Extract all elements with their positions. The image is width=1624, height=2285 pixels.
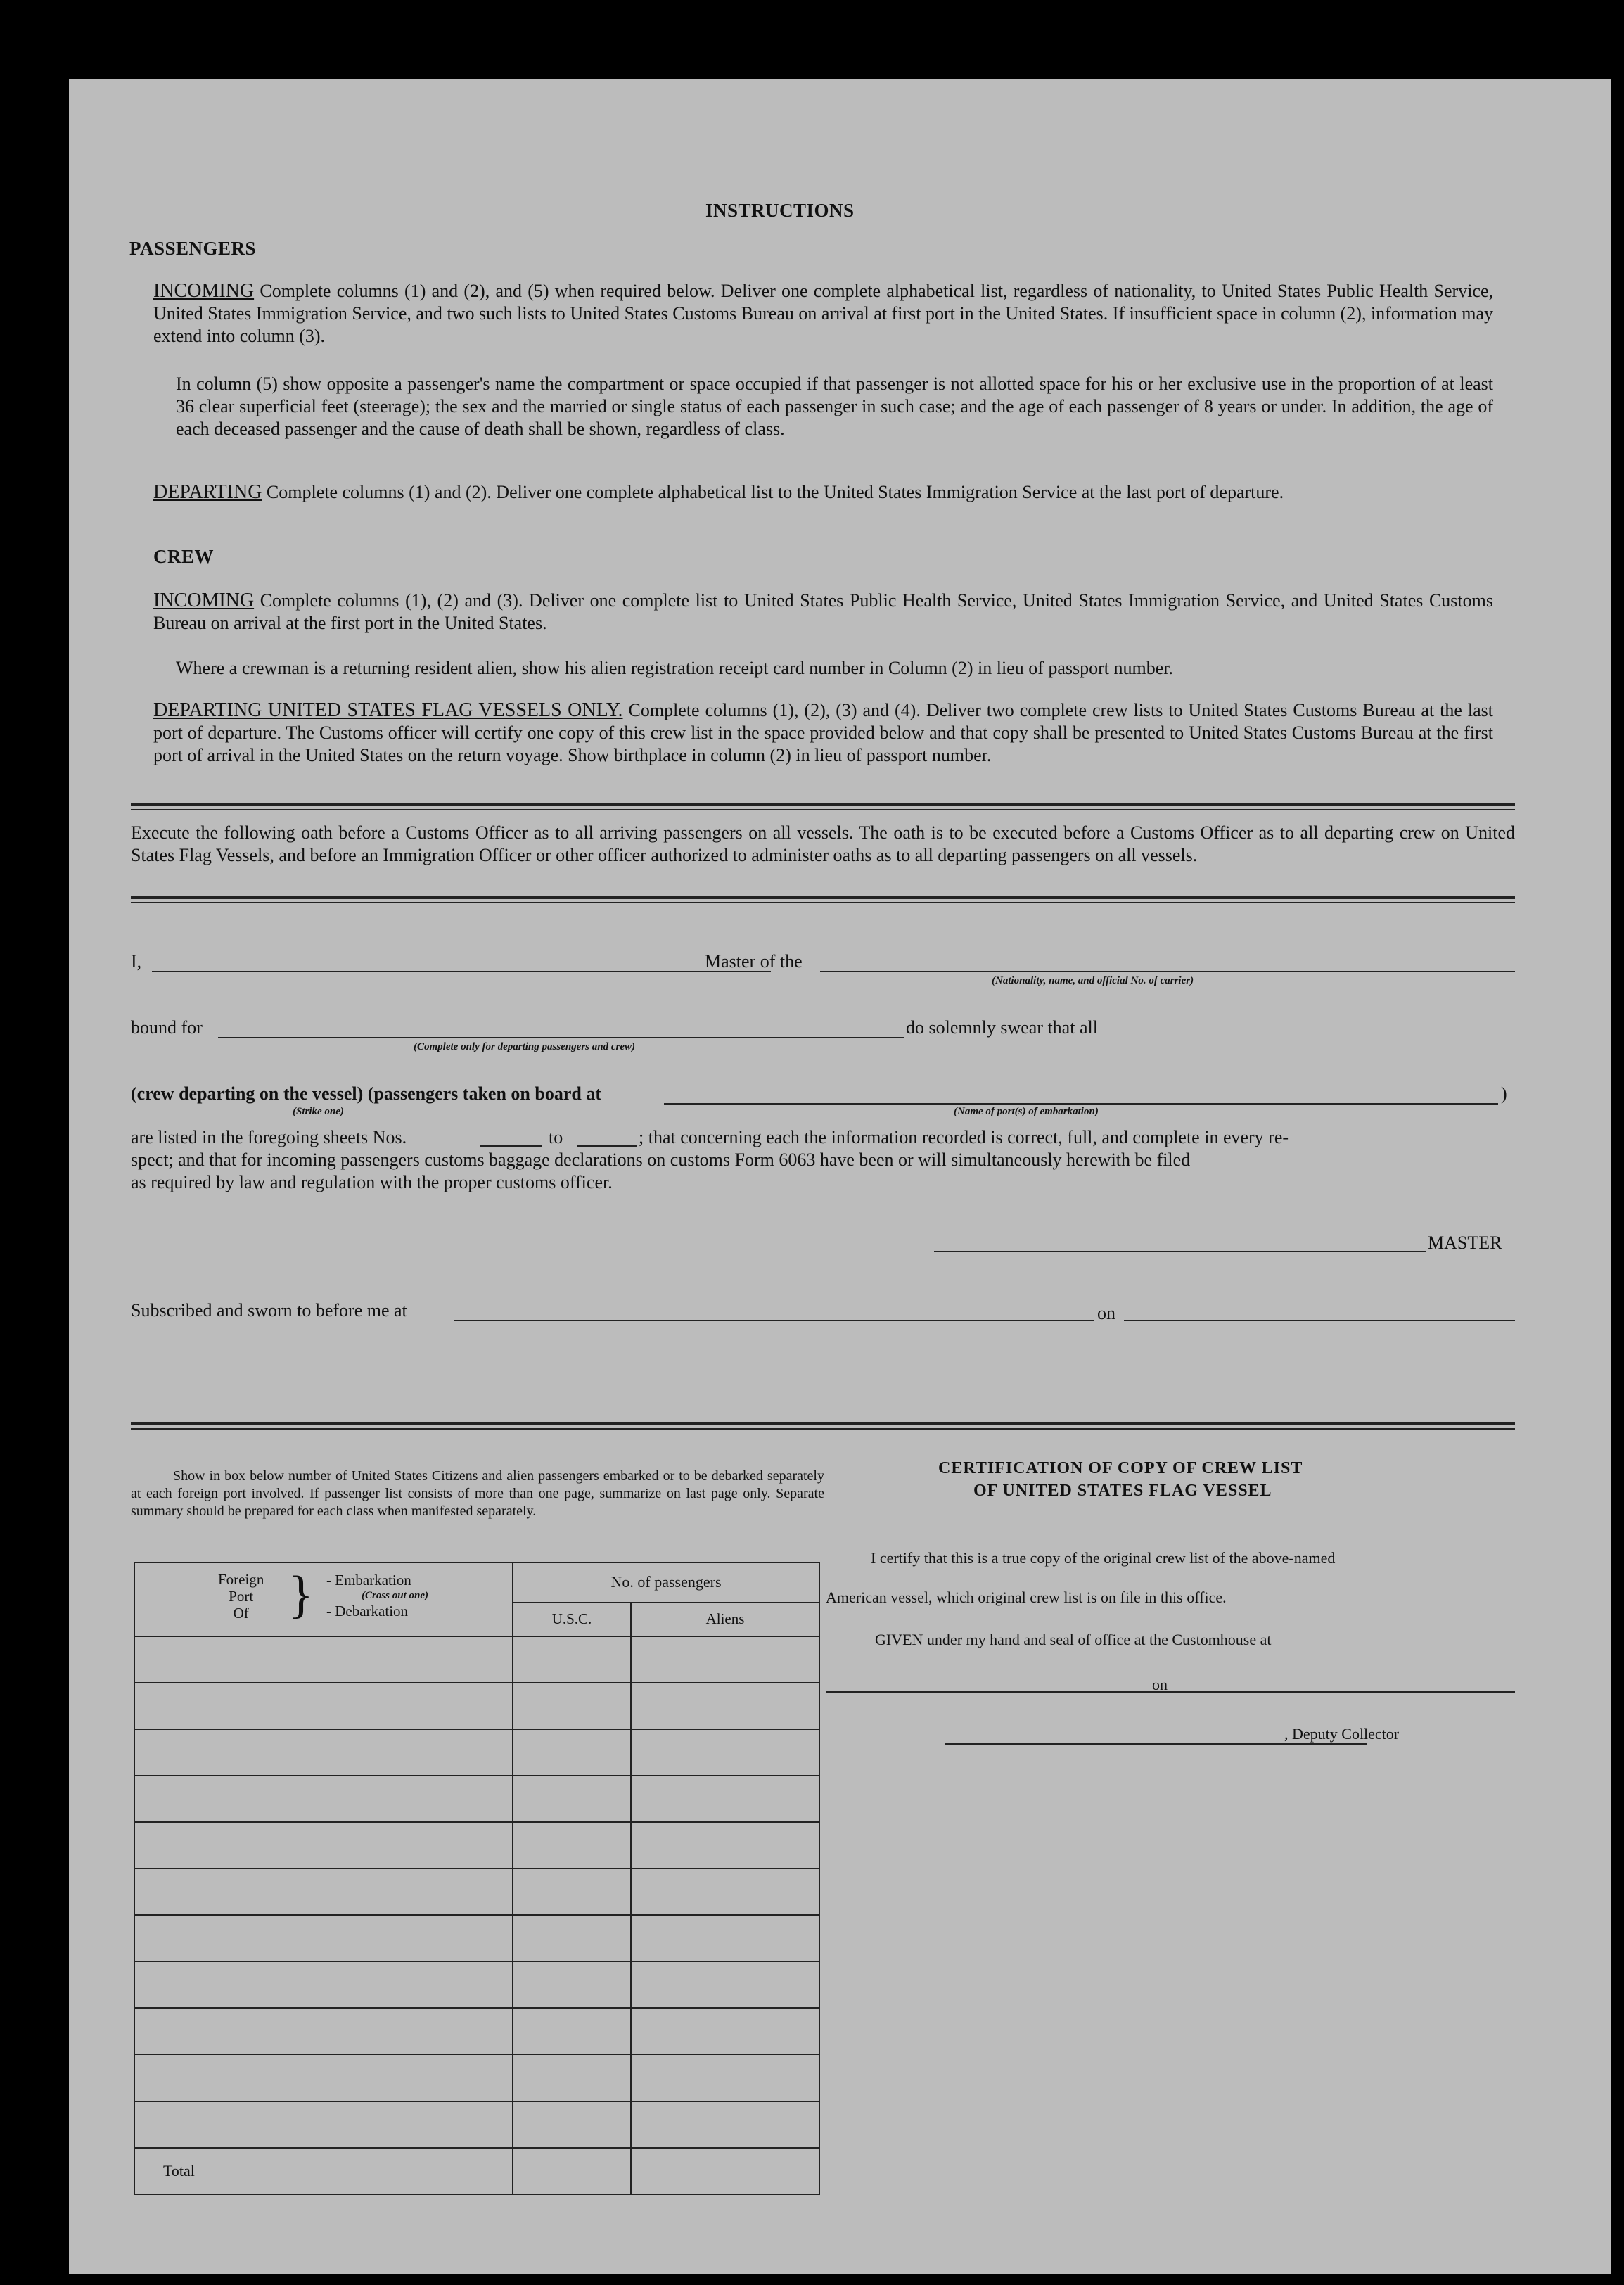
complete-only-note: (Complete only for departing passengers and crew) — [414, 1041, 635, 1052]
subscribed-label: Subscribed and sworn to before me at — [131, 1300, 407, 1320]
oath-i-label: I, — [131, 951, 142, 972]
usc-cell[interactable] — [513, 1729, 631, 1776]
port-cell[interactable] — [134, 1915, 513, 1961]
usc-total-cell[interactable] — [513, 2148, 631, 2194]
foreign-port-of — [218, 1571, 264, 1622]
close-paren: ) — [1501, 1083, 1507, 1104]
departing-flag-label: DEPARTING UNITED STATES FLAG VESSELS ONLY. — [153, 699, 623, 721]
master-label: MASTER — [1428, 1233, 1502, 1253]
usc-cell[interactable] — [513, 2054, 631, 2101]
cert-title-2: OF UNITED STATES FLAG VESSEL — [973, 1482, 1272, 1500]
passenger-summary-table — [134, 1562, 820, 2195]
deputy-collector-label: , Deputy Collector — [1284, 1725, 1400, 1743]
oath-divider — [131, 896, 1515, 899]
usc-header: U.S.C. — [513, 1603, 631, 1636]
crew-departing-label: (crew departing on the vessel) (passengers taken on board at — [131, 1083, 601, 1104]
cert-date-line[interactable] — [1176, 1691, 1515, 1693]
foreign-word: Foreign — [218, 1571, 264, 1589]
sheet-to-line[interactable] — [577, 1145, 637, 1147]
brace-glyph: } — [288, 1566, 314, 1624]
crew-incoming-text: Complete columns (1), (2) and (3). Deliver one complete list to United States Public Health Service, United States Immigration Service, and United States Customs Bureau on arrival at the first port in the United States. — [153, 590, 1493, 633]
port-note: (Name of port(s) of embarkation) — [954, 1106, 1099, 1117]
embarkation-option[interactable]: - Embarkation — [326, 1572, 411, 1589]
aliens-cell[interactable] — [631, 2008, 819, 2054]
master-of-the-label: Master of the — [705, 951, 803, 972]
port-word: Port — [229, 1588, 254, 1605]
lower-divider-thin — [131, 1428, 1515, 1430]
instructions-title: INSTRUCTIONS — [705, 200, 855, 221]
bound-for-label: bound for — [131, 1017, 203, 1038]
aliens-cell[interactable] — [631, 1915, 819, 1961]
aliens-cell[interactable] — [631, 1776, 819, 1822]
carrier-line[interactable] — [820, 971, 1515, 972]
usc-cell[interactable] — [513, 1961, 631, 2008]
departing-text: Complete columns (1) and (2). Deliver one complete alphabetical list to the United States Immigration Service at the last port of departure. — [266, 482, 1284, 502]
master-signature-line[interactable] — [934, 1251, 1426, 1252]
deputy-signature-line[interactable] — [945, 1743, 1367, 1745]
port-header-cell — [134, 1562, 513, 1636]
incoming-label: INCOMING — [153, 280, 255, 302]
nationality-note: (Nationality, name, and official No. of carrier) — [992, 975, 1194, 986]
usc-cell[interactable] — [513, 1776, 631, 1822]
usc-cell[interactable] — [513, 1869, 631, 1915]
aliens-cell[interactable] — [631, 1869, 819, 1915]
departing-flag-instruction — [153, 699, 1493, 767]
sheet-from-line[interactable] — [480, 1145, 542, 1147]
aliens-cell[interactable] — [631, 1961, 819, 2008]
usc-cell[interactable] — [513, 1636, 631, 1683]
form-sheet — [69, 79, 1611, 2274]
port-cell[interactable] — [134, 1683, 513, 1729]
total-label: Total — [134, 2148, 513, 2194]
debarkation-option[interactable]: - Debarkation — [326, 1603, 409, 1620]
crew-incoming-instruction — [153, 590, 1493, 635]
section-divider-thin — [131, 809, 1515, 810]
port-embarkation-line[interactable] — [664, 1103, 1498, 1105]
port-cell[interactable] — [134, 2008, 513, 2054]
aliens-cell[interactable] — [631, 1636, 819, 1683]
execute-oath-instruction: Execute the following oath before a Customs Officer as to all arriving passengers on all vessels. The oath is to be executed before a Customs Officer as to all departing crew on United States Flag Vessels, and before an Immigration Officer or other officer authorized to administer oaths as to all departing passengers on all vessels. — [131, 822, 1515, 865]
port-cell[interactable] — [134, 1729, 513, 1776]
departing-label: DEPARTING — [153, 481, 262, 503]
usc-cell[interactable] — [513, 1822, 631, 1869]
passengers-heading: PASSENGERS — [129, 238, 257, 259]
crew-heading: CREW — [153, 546, 215, 567]
departing-passengers-instruction — [153, 481, 1493, 504]
port-cell[interactable] — [134, 1636, 513, 1683]
port-cell[interactable] — [134, 1961, 513, 2008]
column5-instruction: In column (5) show opposite a passenger's name the compartment or space occupied if that passenger is not allotted space for his or her exclusive use in the proportion of at least 36 clear superficial feet (steerage); the sex and the married or single status of each passenger in such case; and the age of each passenger of 8 years or under. In addition, the age of each deceased passenger and the cause of death shall be shown, regardless of class. — [176, 374, 1493, 439]
are-listed-label: are listed in the foregoing sheets Nos. — [131, 1127, 407, 1147]
departing-flag-text: Complete columns (1), (2), (3) and (4). Deliver two complete crew lists to United States Customs Bureau at the last port of departure. The Customs officer will certify one copy of this crew list in the space provided below and that copy shall be presented to United States Customs Bureau at the first port of arrival in the United States on the return voyage. Show birthplace in column (2) in lieu of passport number. — [153, 700, 1493, 765]
lower-divider — [131, 1422, 1515, 1425]
to-label: to — [549, 1127, 563, 1147]
port-cell[interactable] — [134, 2101, 513, 2148]
oath-line-2: spect; and that for incoming passengers customs baggage declarations on customs Form 6063 have been or will simultaneously herewith be filed — [131, 1150, 1191, 1170]
aliens-header: Aliens — [631, 1603, 819, 1636]
aliens-cell[interactable] — [631, 1729, 819, 1776]
cert-line-3: GIVEN under my hand and seal of office at the Customhouse at — [875, 1631, 1272, 1648]
port-cell[interactable] — [134, 1822, 513, 1869]
oath-line-3: as required by law and regulation with the proper customs officer. — [131, 1172, 613, 1192]
crew-incoming-label: INCOMING — [153, 590, 255, 611]
listed-rest: ; that concerning each the information recorded is correct, full, and complete in every re- — [639, 1127, 1289, 1147]
of-word: Of — [233, 1605, 249, 1622]
solemnly-swear-label: do solemnly swear that all — [906, 1017, 1098, 1038]
subscribed-date-line[interactable] — [1124, 1320, 1515, 1321]
aliens-cell[interactable] — [631, 2054, 819, 2101]
aliens-cell[interactable] — [631, 1822, 819, 1869]
strike-one-note: (Strike one) — [293, 1106, 344, 1117]
oath-divider-thin — [131, 902, 1515, 903]
port-cell[interactable] — [134, 1776, 513, 1822]
aliens-cell[interactable] — [631, 1683, 819, 1729]
no-passengers-header: No. of passengers — [513, 1562, 819, 1603]
usc-cell[interactable] — [513, 1683, 631, 1729]
master-name-line[interactable] — [152, 971, 771, 972]
section-divider — [131, 803, 1515, 806]
aliens-cell[interactable] — [631, 2101, 819, 2148]
cert-line-1: I certify that this is a true copy of the original crew list of the above-named — [871, 1549, 1336, 1567]
cert-title-1: CERTIFICATION OF COPY OF CREW LIST — [938, 1459, 1303, 1477]
port-cell[interactable] — [134, 2054, 513, 2101]
cert-on-label: on — [1152, 1676, 1168, 1693]
embark-debark-options — [326, 1572, 428, 1619]
incoming-text: Complete columns (1) and (2), and (5) when required below. Deliver one complete alphabetical list, regardless of nationality, to United States Public Health Service, United States Immigration Service, and two such lists to United States Customs Bureau on arrival at first port in the United States. If insufficient space in column (2), information may extend into column (3). — [153, 281, 1494, 346]
subscribed-place-line[interactable] — [454, 1320, 1094, 1321]
usc-cell[interactable] — [513, 2101, 631, 2148]
subscribed-on-label: on — [1097, 1303, 1115, 1323]
port-cell[interactable] — [134, 1869, 513, 1915]
usc-cell[interactable] — [513, 1915, 631, 1961]
bound-for-line[interactable] — [218, 1037, 904, 1038]
cross-out-note: (Cross out one) — [362, 1590, 429, 1602]
cert-line-2: American vessel, which original crew list is on file in this office. — [826, 1589, 1227, 1606]
aliens-total-cell[interactable] — [631, 2148, 819, 2194]
usc-cell[interactable] — [513, 2008, 631, 2054]
incoming-passengers-instruction — [153, 280, 1493, 348]
summary-instruction: Show in box below number of United States Citizens and alien passengers embarked or to be debarked separately at each foreign port involved. If passenger list consists of more than one page, summarize on last page only. Separate summary should be prepared for each class when manifested separately. — [131, 1468, 824, 1519]
crewman-instruction: Where a crewman is a returning resident alien, show his alien registration receipt card number in Column (2) in lieu of passport number. — [176, 658, 1174, 678]
